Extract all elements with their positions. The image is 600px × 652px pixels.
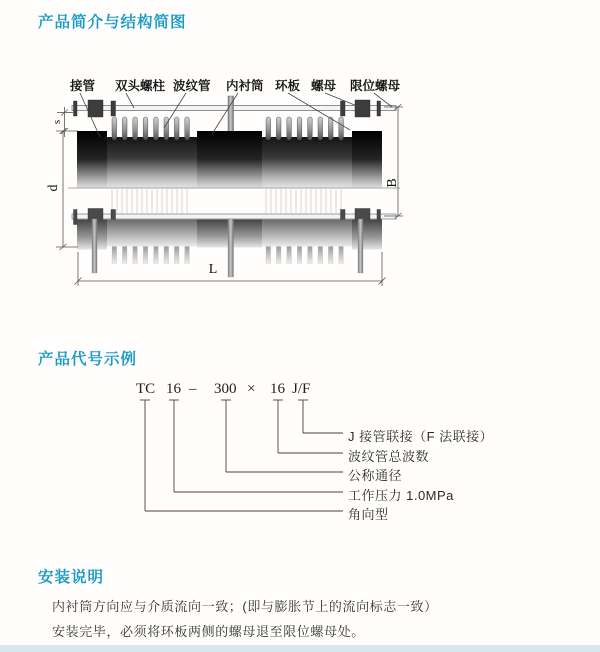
code-part-pressure: 16 <box>166 381 181 397</box>
hairlines <box>112 189 341 213</box>
part-label-stud-bolt: 双头螺柱 <box>115 79 166 93</box>
code-explanation-waves: 波纹管总波数 <box>348 449 430 464</box>
part-label-ring-plate: 环板 <box>275 79 301 93</box>
code-part-times: × <box>247 381 256 397</box>
code-part-connection: J/F <box>292 381 311 397</box>
part-label-bellows: 波纹管 <box>173 79 211 93</box>
install-line-2: 安装完毕，必须将环板两侧的螺母退至限位螺母处。 <box>52 624 365 639</box>
code-part-waves: 16 <box>270 381 285 397</box>
code-callout-lines <box>140 400 343 511</box>
dim-label-d: d <box>46 184 61 192</box>
code-explanation-diameter: 公称通径 <box>348 468 403 483</box>
dim-label-L: L <box>208 262 218 277</box>
section-heading-install: 安装说明 <box>38 569 105 586</box>
top-tie-rod <box>72 100 396 117</box>
install-line-1: 内衬筒方向应与介质流向一致；(即与膨胀节上的流向标志一致） <box>52 599 438 614</box>
part-label-inner-sleeve: 内衬筒 <box>226 79 264 93</box>
code-part-type: TC <box>136 381 156 397</box>
section-heading-code: 产品代号示例 <box>38 351 138 368</box>
code-part-dash: – <box>189 381 197 397</box>
dim-label-s: s <box>51 119 63 125</box>
code-explanation-pressure: 工作压力 1.0MPa <box>348 488 454 503</box>
section-heading-intro: 产品简介与结构简图 <box>38 14 187 31</box>
page-footer-strip <box>0 645 600 652</box>
dim-label-B: B <box>385 178 400 188</box>
code-explanation-connection: J 接管联接（F 法联接） <box>348 429 494 444</box>
part-label-nut: 螺母 <box>311 79 337 93</box>
part-label-limit-nut: 限位螺母 <box>350 79 401 93</box>
part-label-connecting-pipe: 接管 <box>70 79 96 93</box>
code-explanation-type: 角向型 <box>348 507 389 522</box>
code-part-diameter: 300 <box>214 381 237 397</box>
bellows-fins-lower <box>112 247 343 264</box>
